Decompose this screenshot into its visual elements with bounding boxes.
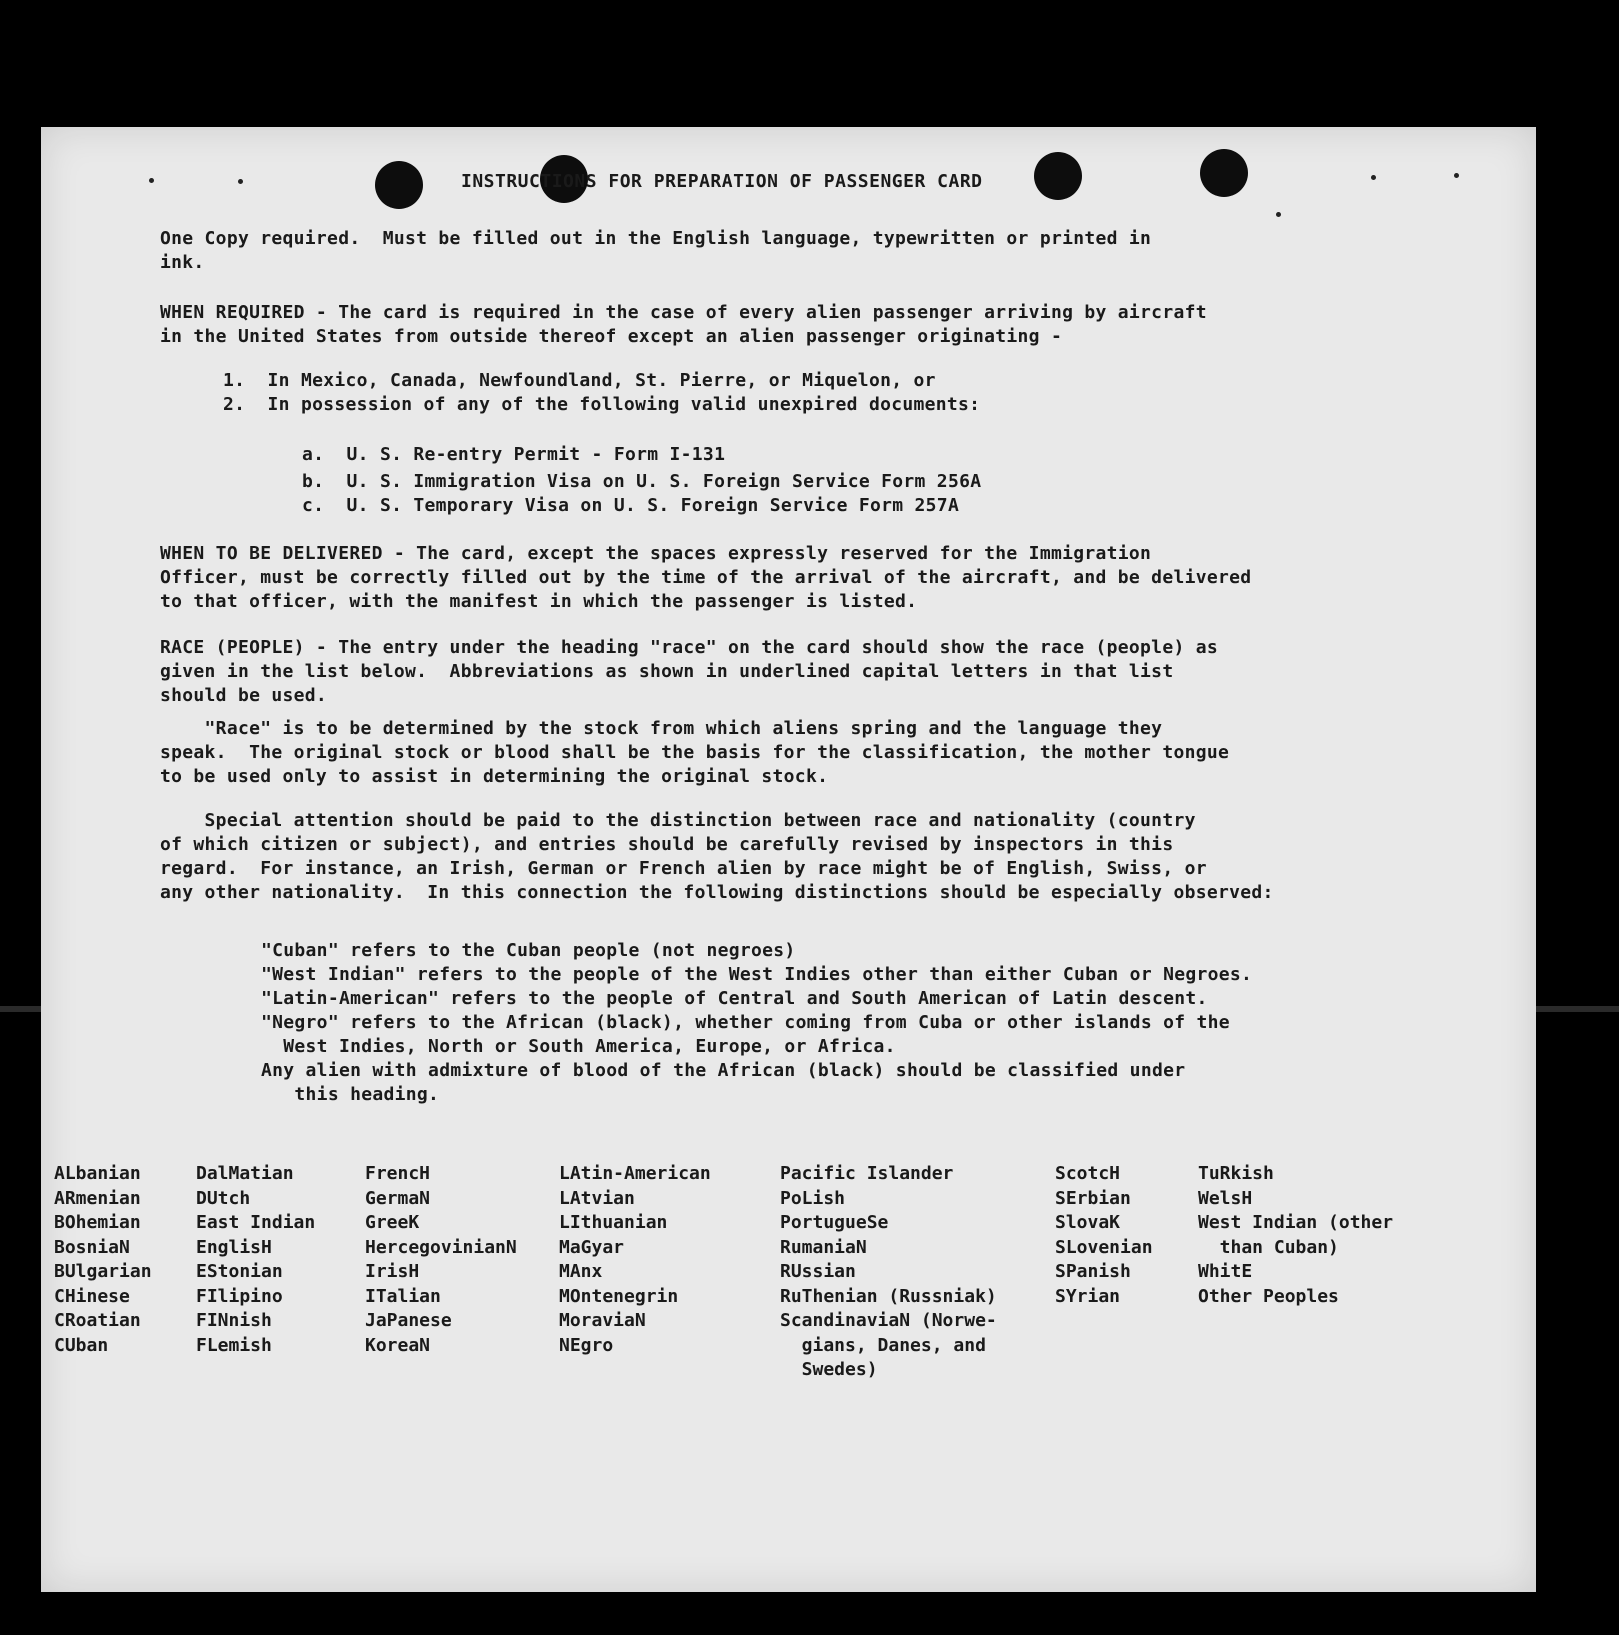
race-list-item: GermaN bbox=[365, 1187, 431, 1209]
race-list-item: LIthuanian bbox=[559, 1212, 668, 1233]
race-list-item: PortugueSe bbox=[780, 1212, 889, 1233]
race-list-item: LAtvian bbox=[559, 1187, 635, 1209]
race-list-column-6 bbox=[1055, 1162, 1153, 1309]
race-list-item: SLovenian bbox=[1055, 1236, 1153, 1258]
race-list-item: Other Peoples bbox=[1198, 1285, 1339, 1307]
race-list-column-5 bbox=[780, 1162, 997, 1383]
race-list-item: NEgro bbox=[559, 1334, 614, 1356]
race-list-column-3 bbox=[365, 1162, 517, 1358]
race-list-item: BUlgarian bbox=[54, 1261, 152, 1282]
race-list-item: CUban bbox=[54, 1334, 109, 1356]
intro-text: One Copy required. Must be filled out in the English language, typewritten or printed in ink. bbox=[160, 228, 1152, 273]
document-item-a: a. U. S. Re-entry Permit - Form I-131 bbox=[302, 444, 726, 465]
document-item-b: b. U. S. Immigration Visa on U. S. Foreign Service Form 256A bbox=[302, 471, 982, 492]
race-paragraph-3: Special attention should be paid to the distinction between race and nationality (country of which citizen or subject), and entries should be carefully revised by inspectors in this regard. For instance, an Irish, German or French alien by race might be of English, Swiss, or any other nationality. In this connection the following distinctions should be especially observed: bbox=[160, 810, 1274, 903]
race-list-item: BOhemian bbox=[54, 1212, 141, 1233]
race-distinctions: "Cuban" refers to the Cuban people (not negroes) "West Indian" refers to the people of the West Indies other than either Cuban or Negroes. "Latin-American" refers to the people of Central and South American of Latin descent. "Negro" refers to the African (black), whether coming from Cuba or other islands of the West Indies, North or South America, Europe, or Africa. Any alien with admixture of blood of the African (black) should be classified under this heading. bbox=[261, 940, 1253, 1105]
race-list-item: LAtin-American bbox=[559, 1163, 711, 1184]
race-list-item: RumaniaN bbox=[780, 1236, 867, 1258]
race-list-item: SlovaK bbox=[1055, 1212, 1121, 1233]
race-list-item: CHinese bbox=[54, 1285, 130, 1307]
race-list-item: EnglisH bbox=[196, 1236, 272, 1258]
race-list-item: West Indian (other than Cuban) bbox=[1198, 1212, 1394, 1258]
race-paragraph-2: "Race" is to be determined by the stock from which aliens spring and the language they speak. The original stock or blood shall be the basis for the classification, the mother tongue to be used only to assist in determining the original stock. bbox=[160, 718, 1230, 787]
race-list-item: ScotcH bbox=[1055, 1163, 1121, 1184]
page-title: INSTRUCTIONS FOR PREPARATION OF PASSENGER CARD bbox=[461, 171, 983, 192]
race-list-item: MOntenegrin bbox=[559, 1285, 679, 1307]
punch-hole bbox=[1200, 149, 1248, 197]
race-list-item: Pacific Islander bbox=[780, 1163, 954, 1184]
race-list-item: IrisH bbox=[365, 1261, 420, 1282]
race-list-item: GreeK bbox=[365, 1212, 420, 1233]
speck bbox=[1276, 212, 1281, 217]
when-delivered-text: WHEN TO BE DELIVERED - The card, except the spaces expressly reserved for the Immigration Officer, must be correctly filled out by the time of the arrival of the aircraft, and be delivered to that officer, with the manifest in which the passenger is listed. bbox=[160, 543, 1252, 612]
speck bbox=[149, 178, 154, 183]
race-list-item: RUssian bbox=[780, 1261, 856, 1282]
race-list-item: ALbanian bbox=[54, 1163, 141, 1184]
race-list-item: FIlipino bbox=[196, 1285, 283, 1307]
when-required-text: WHEN REQUIRED - The card is required in the case of every alien passenger arriving by aircraft in the United States from outside thereof except an alien passenger originating - bbox=[160, 302, 1207, 347]
race-list-item: SYrian bbox=[1055, 1285, 1121, 1307]
race-list-item: ScandinaviaN (Norwe- gians, Danes, and Swedes) bbox=[780, 1310, 997, 1380]
race-list-item: DalMatian bbox=[196, 1163, 294, 1184]
document-item-c: c. U. S. Temporary Visa on U. S. Foreign Service Form 257A bbox=[302, 495, 960, 516]
punch-hole bbox=[1034, 152, 1082, 200]
race-list-column-1 bbox=[54, 1162, 152, 1358]
race-list-item: SErbian bbox=[1055, 1187, 1131, 1209]
race-list-item: WhitE bbox=[1198, 1261, 1253, 1282]
race-list-item: KoreaN bbox=[365, 1334, 431, 1356]
race-paragraph-1: RACE (PEOPLE) - The entry under the heading "race" on the card should show the race (people) as given in the list below. Abbreviations as shown in underlined capital letters in that list should be used. bbox=[160, 637, 1219, 706]
race-list-item: JaPanese bbox=[365, 1310, 452, 1331]
race-list-item: East Indian bbox=[196, 1212, 316, 1233]
race-list-item: MaGyar bbox=[559, 1236, 625, 1258]
race-list-item: MAnx bbox=[559, 1261, 603, 1282]
race-list-item: BosniaN bbox=[54, 1236, 130, 1258]
race-list-column-2 bbox=[196, 1162, 315, 1358]
race-list-item: TuRkish bbox=[1198, 1163, 1274, 1184]
race-list-item: FLemish bbox=[196, 1334, 272, 1356]
race-list-item: RuThenian (Russniak) bbox=[780, 1285, 997, 1307]
race-list-item: PoLish bbox=[780, 1187, 846, 1209]
document-page bbox=[41, 127, 1536, 1592]
speck bbox=[1454, 173, 1459, 178]
race-list-item: ITalian bbox=[365, 1285, 441, 1307]
race-list-item: SPanish bbox=[1055, 1261, 1131, 1282]
race-list-column-4 bbox=[559, 1162, 711, 1358]
race-list-item: DUtch bbox=[196, 1187, 251, 1209]
race-list-item: ARmenian bbox=[54, 1187, 141, 1209]
race-list-item: HercegovinianN bbox=[365, 1236, 517, 1258]
speck bbox=[1371, 175, 1376, 180]
race-list-column-7 bbox=[1198, 1162, 1393, 1309]
race-list-item: WelsH bbox=[1198, 1187, 1253, 1209]
when-required-item-1: 1. In Mexico, Canada, Newfoundland, St. Pierre, or Miquelon, or bbox=[223, 370, 936, 391]
race-list-item: FINnish bbox=[196, 1310, 272, 1331]
race-list-item: EStonian bbox=[196, 1261, 283, 1282]
race-list-item: CRoatian bbox=[54, 1310, 141, 1331]
punch-hole bbox=[375, 161, 423, 209]
race-list-item: FrencH bbox=[365, 1163, 431, 1184]
speck bbox=[238, 179, 243, 184]
when-required-item-2: 2. In possession of any of the following valid unexpired documents: bbox=[223, 394, 981, 415]
race-list-item: MoraviaN bbox=[559, 1310, 646, 1331]
